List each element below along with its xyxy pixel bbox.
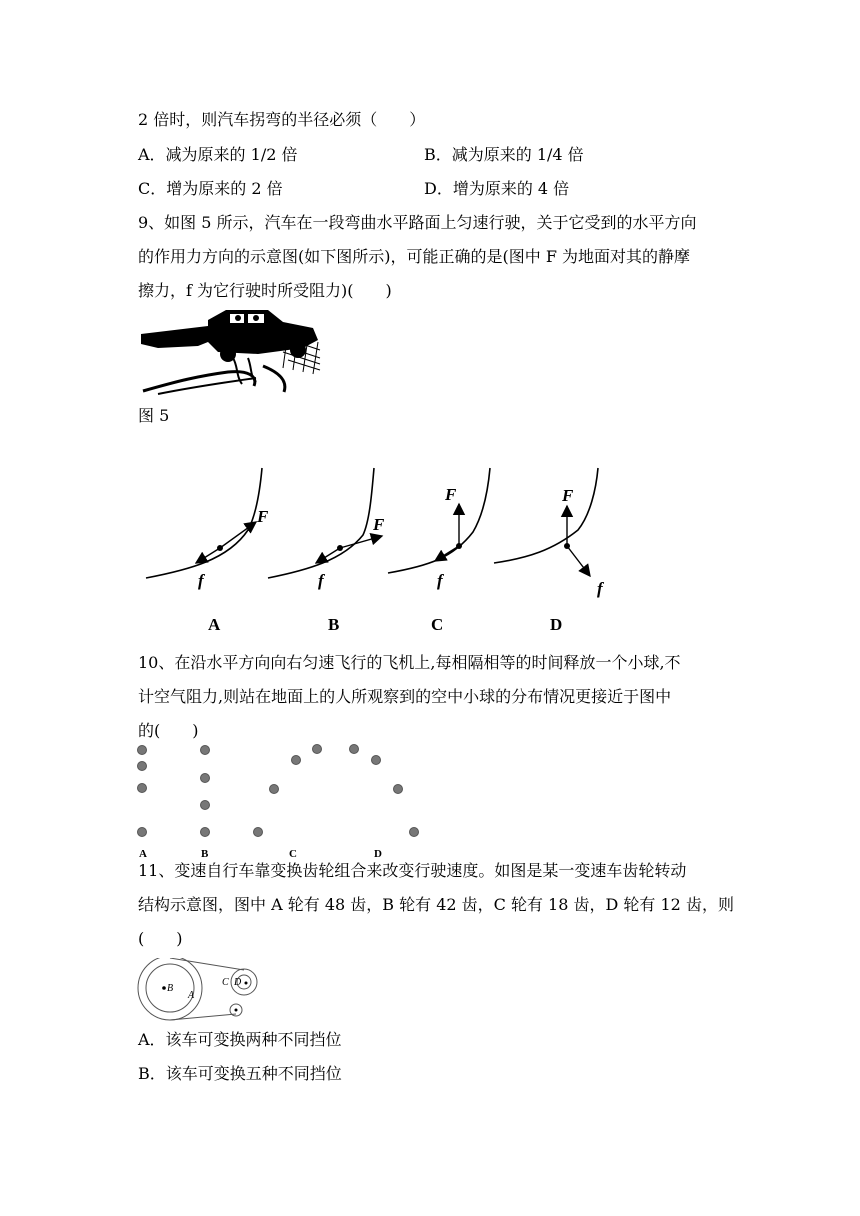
gear-label-b: B xyxy=(167,983,174,994)
q10-line-2: 计空气阻力,则站在地面上的人所观察到的空中小球的分布情况更接近于图中 xyxy=(138,687,672,706)
q11-line-3: ( ) xyxy=(138,929,183,948)
diagram-label-d: D xyxy=(550,615,563,634)
ball-label-b: B xyxy=(201,848,209,860)
q11-option-a: A．该车可变换两种不同挡位 xyxy=(138,1030,342,1049)
diagram-label-c: C xyxy=(431,615,444,634)
diagram-c xyxy=(388,468,490,634)
q8-text: 2 倍时，则汽车拐弯的半径必须（ ） xyxy=(138,110,426,129)
q9-line-3: 擦力，f 为它行驶时所受阻力)( ) xyxy=(138,281,392,300)
gear-label-d: D xyxy=(234,977,242,988)
force-label-f: f xyxy=(597,579,603,598)
force-label-F: F xyxy=(562,486,574,505)
q8-option-d: D．增为原来的 4 倍 xyxy=(424,179,570,198)
figure-5-caption: 图 5 xyxy=(138,406,170,425)
gear-label-c: C xyxy=(222,977,229,988)
ball-distribution-diagrams xyxy=(130,740,430,862)
force-label-F: F xyxy=(445,485,457,504)
q11-line-1: 11、变速自行车靠变换齿轮组合来改变行驶速度。如图是某一变速车齿轮转动 xyxy=(138,861,687,880)
q10-line-3: 的( ) xyxy=(138,721,199,740)
gear-label-a: A xyxy=(188,990,195,1001)
q9-line-1: 9、如图 5 所示，汽车在一段弯曲水平路面上匀速行驶，关于它受到的水平方向 xyxy=(138,213,697,232)
force-label-f: f xyxy=(437,571,443,590)
q10-line-1: 10、在沿水平方向向右匀速飞行的飞机上,每相隔相等的时间释放一个小球,不 xyxy=(138,653,681,672)
force-diagrams xyxy=(138,460,618,638)
q11-line-2: 结构示意图，图中 A 轮有 48 齿，B 轮有 42 齿，C 轮有 18 齿，D 轮有 12 齿，则 xyxy=(138,895,734,914)
ball-label-c: C xyxy=(289,848,297,860)
diagram-d xyxy=(494,468,605,634)
q8-option-a: A．减为原来的 1/2 倍 xyxy=(138,145,298,164)
force-label-F: F xyxy=(373,515,385,534)
q9-line-2: 的作用力方向的示意图(如下图所示)，可能正确的是(图中 F 为地面对其的静摩 xyxy=(138,247,691,266)
car-road-image xyxy=(138,306,322,396)
q8-option-c: C．增为原来的 2 倍 xyxy=(138,179,283,198)
gear-diagram xyxy=(136,958,266,1024)
ball-label-d: D xyxy=(374,848,382,860)
q8-option-b: B．减为原来的 1/4 倍 xyxy=(424,145,584,164)
diagram-label-b: B xyxy=(328,615,340,634)
ball-label-a: A xyxy=(139,848,147,860)
force-label-F: F xyxy=(257,507,269,526)
diagram-b xyxy=(268,468,385,634)
force-label-f: f xyxy=(198,571,204,590)
q11-option-b: B．该车可变换五种不同挡位 xyxy=(138,1064,342,1083)
force-label-f: f xyxy=(318,571,324,590)
diagram-label-a: A xyxy=(208,615,221,634)
diagram-a xyxy=(146,468,269,634)
